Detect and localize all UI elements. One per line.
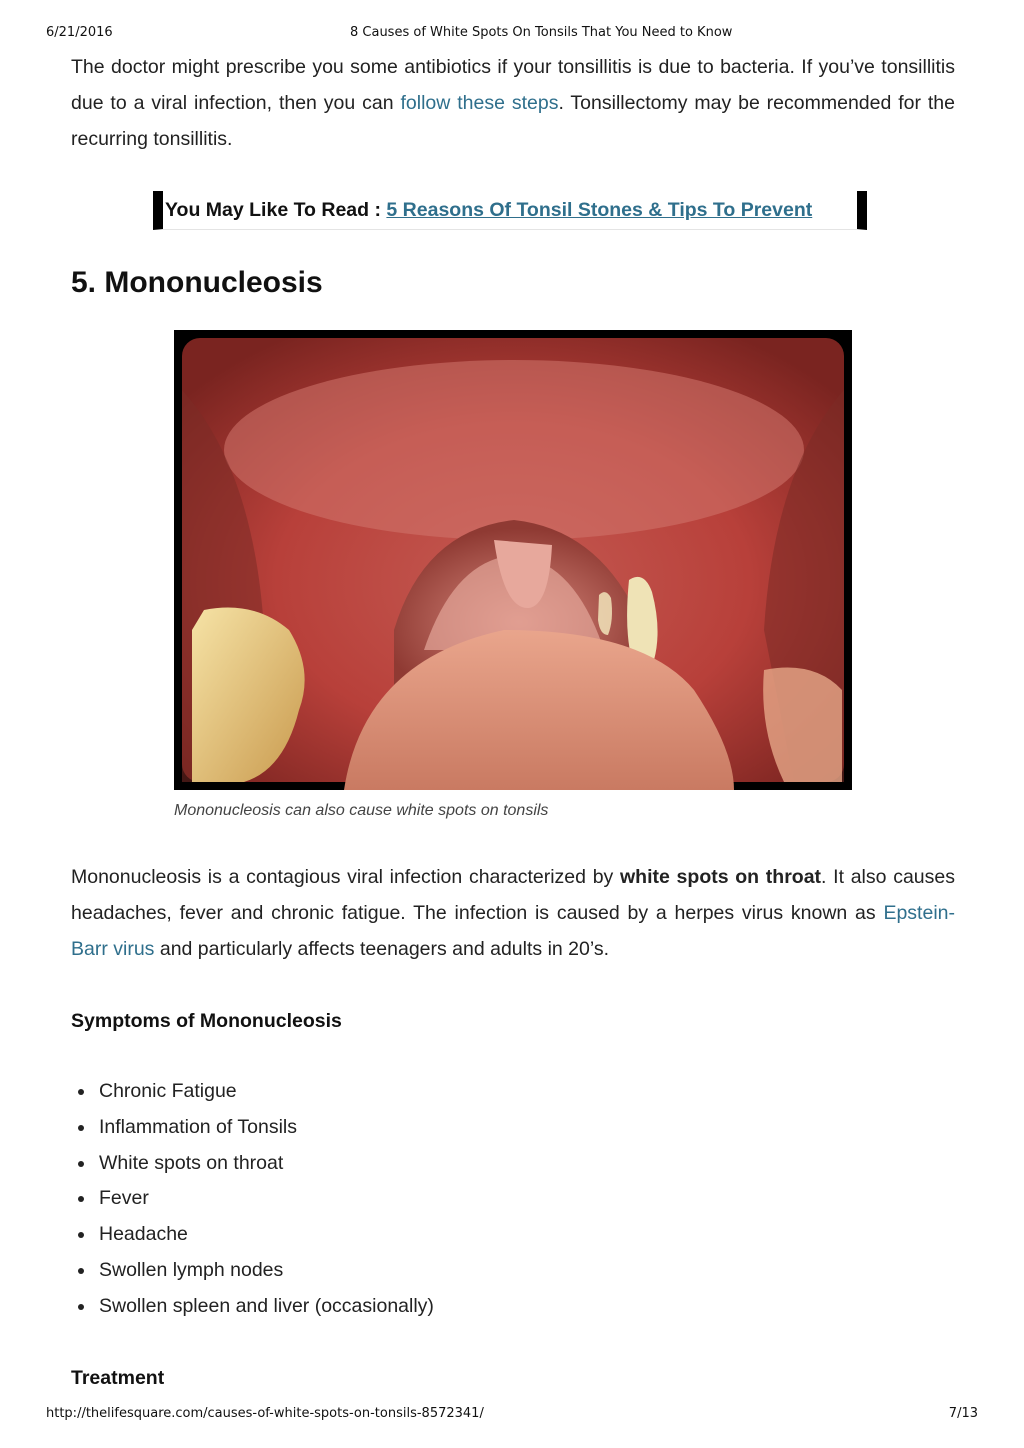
tonsil-stones-article-link[interactable]: 5 Reasons Of Tonsil Stones & Tips To Prevent (386, 199, 813, 221)
paragraph-text: . Tonsillectomy may be recommended for the recurring tonsillitis. (71, 92, 955, 150)
read-more-label: You May Like To Read : (165, 199, 387, 221)
list-item: Swollen spleen and liver (occasionally) (99, 1289, 434, 1325)
bold-text: white spots on throat (620, 866, 822, 888)
list-item: Headache (99, 1217, 434, 1253)
follow-these-steps-link[interactable]: follow these steps (400, 92, 559, 114)
page-number: 7/13 (948, 1406, 978, 1421)
list-item: Chronic Fatigue (99, 1074, 434, 1110)
throat-photo (174, 330, 852, 790)
print-page-title: 8 Causes of White Spots On Tonsils That You Need to Know (350, 25, 733, 40)
paragraph-antibiotics-container (71, 49, 955, 157)
list-item: Fever (99, 1181, 434, 1217)
paragraph-mononucleosis-container (71, 859, 955, 967)
paragraph-text: Mononucleosis is a contagious viral infection characterized by (71, 866, 621, 888)
symptoms-heading: Symptoms of Mononucleosis (71, 1010, 342, 1032)
paragraph-mononucleosis (71, 859, 955, 967)
print-url: http://thelifesquare.com/causes-of-white-spots-on-tonsils-8572341/ (46, 1406, 484, 1421)
paragraph-antibiotics (71, 49, 955, 157)
paragraph-text: . It also causes headaches, fever and chronic fatigue. The infection is caused by a herpes virus known as (71, 866, 955, 924)
you-may-like-to-read-box (153, 191, 867, 230)
print-date: 6/21/2016 (46, 25, 113, 40)
list-item: Inflammation of Tonsils (99, 1110, 434, 1146)
list-item: White spots on throat (99, 1146, 434, 1182)
figure-caption: Mononucleosis can also cause white spots on tonsils (174, 802, 549, 819)
list-item: Swollen lymph nodes (99, 1253, 434, 1289)
throat-photo-icon (174, 330, 852, 790)
print-header (0, 25, 1024, 43)
print-footer (0, 1406, 1024, 1424)
paragraph-text: and particularly affects teenagers and adults in 20’s. (154, 938, 610, 960)
section-title: 5. Mononucleosis (71, 266, 323, 299)
epstein-barr-virus-link[interactable]: Epstein-Barr virus (71, 902, 955, 960)
symptoms-list (71, 1074, 434, 1325)
treatment-heading: Treatment (71, 1367, 165, 1389)
paragraph-text: The doctor might prescribe you some antibiotics if your tonsillitis is due to bacteria. If you’ve tonsillitis due to a viral infection, then you can (71, 56, 955, 114)
